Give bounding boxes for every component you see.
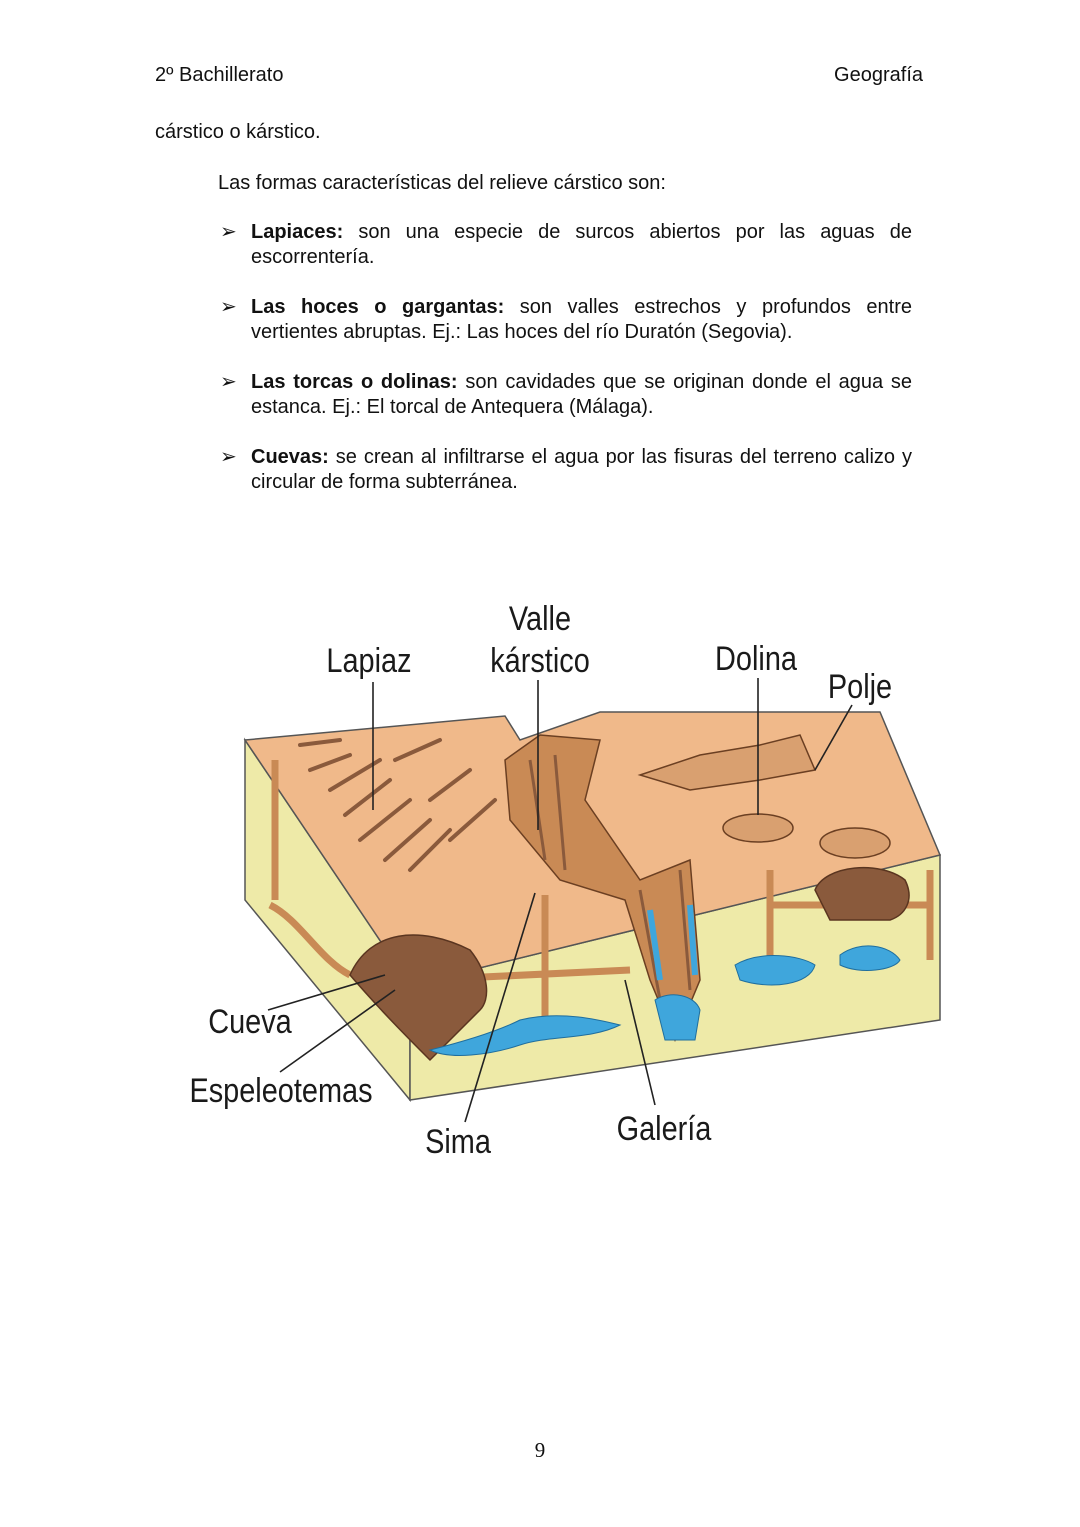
- label-valle: Valle: [508, 598, 572, 638]
- bullet-term: Lapiaces:: [251, 221, 344, 243]
- label-cueva: Cueva: [208, 1001, 292, 1041]
- bullet-term: Las torcas o dolinas:: [251, 371, 458, 393]
- bullet-text: son valles estrechos y profundos entre vertientes abruptas. Ej.: Las hoces del río Duratón (Segovia).: [251, 296, 912, 343]
- bullet-term: Cuevas:: [251, 446, 329, 468]
- cave-right: [815, 868, 909, 920]
- bullet-text: se crean al infiltrarse el agua por las fisuras del terreno calizo y circular de forma subterránea.: [251, 446, 912, 493]
- bullet-cuevas: [220, 445, 912, 495]
- karst-diagram: [135, 585, 955, 1175]
- header-course: 2º Bachillerato: [155, 64, 284, 86]
- page-number: 9: [534, 1438, 546, 1462]
- intro-text: Las formas características del relieve cárstico son:: [218, 172, 666, 194]
- header-subject: Geografía: [834, 64, 923, 86]
- label-galeria: Galería: [616, 1108, 712, 1148]
- arrow-bullet-icon: ➢: [220, 296, 237, 318]
- label-espeleotemas: Espeleotemas: [189, 1070, 373, 1110]
- dolina-depression-2: [820, 828, 890, 858]
- bullet-hoces: [220, 295, 912, 345]
- label-lapiaz: Lapiaz: [326, 640, 412, 680]
- bullet-text: son una especie de surcos abiertos por las aguas de escorrentería.: [251, 221, 912, 268]
- label-polje: Polje: [827, 666, 893, 706]
- continuation-text: cárstico o kárstico.: [155, 121, 321, 143]
- arrow-bullet-icon: ➢: [220, 446, 237, 468]
- label-sima: Sima: [425, 1121, 491, 1161]
- bullet-term: Las hoces o gargantas:: [251, 296, 505, 318]
- arrow-bullet-icon: ➢: [220, 371, 237, 393]
- arrow-bullet-icon: ➢: [220, 221, 237, 243]
- dolina-depression: [723, 814, 793, 842]
- bullet-lapiaces: [220, 220, 912, 270]
- label-dolina: Dolina: [715, 638, 797, 678]
- bullet-torcas: [220, 370, 912, 420]
- label-karstico: kárstico: [490, 640, 590, 680]
- bullet-text: son cavidades que se originan donde el agua se estanca. Ej.: El torcal de Antequera (Málaga).: [251, 371, 912, 418]
